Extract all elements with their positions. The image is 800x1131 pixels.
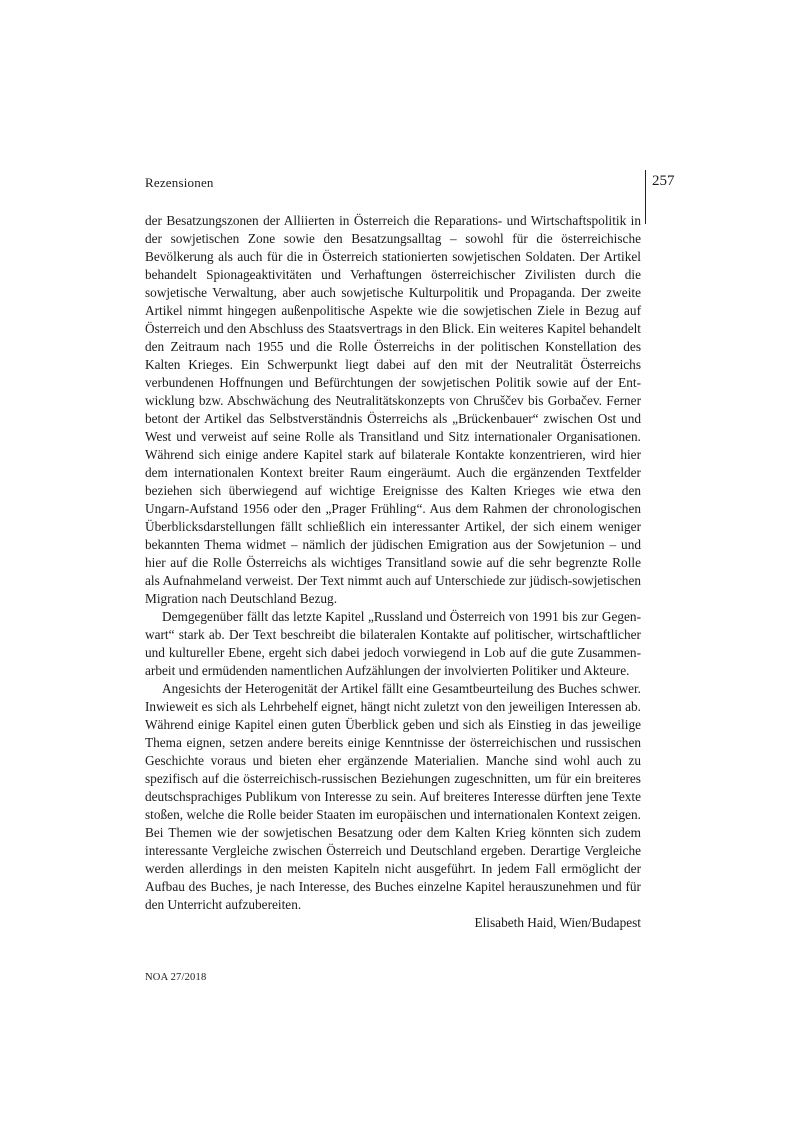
page-number: 257: [652, 173, 675, 189]
review-text: [145, 212, 641, 932]
paragraph-2: Demgegenüber fällt das letzte Kapitel „Russland und Österreich von 1991 bis zur Gegenwart“ stark ab. Der Text beschreibt die bilateralen Kontakte auf politischer, wirtschaftlicher und kultureller Ebene, ergeht sich dabei jedoch vorwiegend in Lob auf die gute Zusammenarbeit und ermüdenden namentlichen Aufzählungen der involvierten Politiker und Akteure.: [145, 609, 641, 678]
journal-footer: NOA 27/2018: [145, 972, 207, 983]
reviewer-signature: Elisabeth Haid, Wien/Budapest: [474, 915, 641, 930]
running-head: Rezensionen: [145, 175, 214, 190]
paragraph-1: der Besatzungszonen der Alliierten in Österreich die Reparations- und Wirtschaftspolitik in der sowjetischen Zone sowie den Besatzungsalltag – sowohl für die österreichische Bevölkerung als auch für die in Österreich stationierten sowjetischen Soldaten. Der Artikel behandelt Spionageaktivitäten und Verhaftungen österreichischer Zivilisten durch die sowjetische Verwaltung, aber auch sowjetische Kulturpolitik und Propaganda. Der zweite Artikel nimmt hingegen außenpolitische Aspekte wie die sowjetischen Ziele in Bezug auf Österreich und den Abschluss des Staatsvertrags in den Blick. Ein weiteres Kapitel behandelt den Zeitraum nach 1955 und die Rolle Österreichs in der politischen Konstellation des Kalten Krieges. Ein Schwerpunkt liegt dabei auf den mit der Neutralität Österreichs verbundenen Hoffnungen und Befürchtungen der sowjetischen Politik sowie auf der Entwicklung bzw. Abschwächung des Neutralitätskonzepts von Chruščev bis Gorbačev. Ferner betont der Artikel das Selbstverständnis Österreichs als „Brückenbauer“ zwischen Ost und West und verweist auf seine Rolle als Transitland und Sitz internationaler Organisationen. Während sich einige andere Kapitel stark auf bilaterale Kontakte konzentrieren, wird hier dem internationalen Kontext breiter Raum eingeräumt. Auch die ergänzenden Textfelder beziehen sich überwiegend auf wichtige Ereignisse des Kalten Krieges wie etwa den Ungarn-Aufstand 1956 oder den „Prager Frühling“. Aus dem Rahmen der chronologischen Überblicksdarstellungen fällt schließlich ein interessanter Artikel, der sich einem weniger bekannten Thema widmet – nämlich der jüdischen Emigration aus der Sowjetunion – und hier auf die Rolle Österreichs als wichtiges Transitland sowie auf die sehr begrenzte Rolle als Aufnahmeland verweist. Der Text nimmt auch auf Unterschiede zur jüdisch-sowjetischen Migration nach Deutschland Bezug.: [145, 213, 641, 606]
header-rule: [645, 170, 646, 224]
paragraph-3: Angesichts der Heterogenität der Artikel fällt eine Gesamtbeurteilung des Buches schwer. Inwieweit es sich als Lehrbehelf eignet, hängt nicht zuletzt von den jeweiligen Interessen ab. Während einige Kapitel einen guten Überblick geben und sich als Einstieg in das jeweilige Thema eignen, setzen andere bereits einige Kenntnisse der österreichischen und russischen Geschichte voraus und bieten eher ergänzende Materialien. Manche sind wohl auch zu spezifisch auf die österreichisch-russischen Beziehungen zugeschnitten, um für ein breiteres deutschsprachiges Publikum von Interesse zu sein. Auf breiteres Interesse dürften jene Texte stoßen, welche die Rolle beider Staaten im europäischen und internationalen Kontext zeigen. Bei Themen wie der sowjetischen Besatzung oder dem Kalten Krieg könnten sich zudem interessante Vergleiche zwischen Österreich und Deutschland ergeben. Derartige Vergleiche werden allerdings in den meisten Kapiteln nicht ausgeführt. In jedem Fall ermöglicht der Aufbau des Buches, je nach Interesse, des Buches einzelne Kapitel herauszunehmen und für den Unterricht aufzubereiten.: [145, 681, 641, 912]
